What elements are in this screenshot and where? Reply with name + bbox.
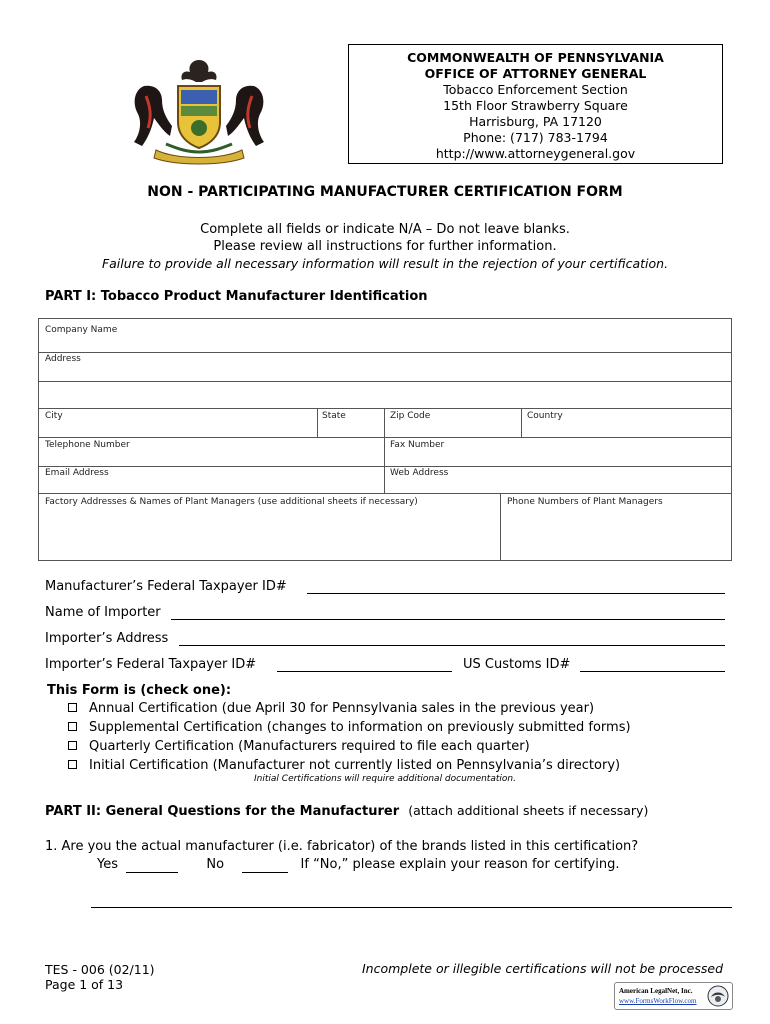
no-label: No xyxy=(206,857,225,872)
checkbox-supplemental[interactable] xyxy=(68,722,77,731)
option-quarterly[interactable] xyxy=(68,739,530,754)
header-line-website: http://www.attorneygeneral.gov xyxy=(435,146,636,161)
checkbox-initial[interactable] xyxy=(68,760,77,769)
importer-taxpayer-id-label: Importer’s Federal Taxpayer ID# xyxy=(45,657,257,672)
explanation-input[interactable] xyxy=(91,907,732,908)
form-code: TES - 006 (02/11) xyxy=(45,962,155,977)
option-supplemental-label: Supplemental Certification (changes to information on previously submitted forms) xyxy=(89,720,631,735)
no-input[interactable] xyxy=(242,857,288,873)
importer-name-input[interactable] xyxy=(171,619,725,620)
question-1: 1. Are you the actual manufacturer (i.e. fabricator) of the brands listed in this certification? xyxy=(45,839,639,854)
part2-title xyxy=(45,803,648,819)
footer-warning: Incomplete or illegible certifications will not be processed xyxy=(362,961,724,976)
checkbox-quarterly[interactable] xyxy=(68,741,77,750)
question-1-answers xyxy=(97,857,619,873)
customs-id-input[interactable] xyxy=(580,671,725,672)
option-quarterly-label: Quarterly Certification (Manufacturers required to file each quarter) xyxy=(89,739,530,754)
checkbox-annual[interactable] xyxy=(68,703,77,712)
vendor-name: American LegalNet, Inc. xyxy=(619,987,693,995)
intro-line-3: Failure to provide all necessary information will result in the rejection of your certification. xyxy=(101,256,669,271)
initial-certification-note: Initial Certifications will require additional documentation. xyxy=(254,774,516,784)
importer-name-label: Name of Importer xyxy=(45,605,161,620)
importer-taxpayer-id-input[interactable] xyxy=(277,671,452,672)
option-annual-label: Annual Certification (due April 30 for Pennsylvania sales in the previous year) xyxy=(89,701,595,716)
header-line-section: Tobacco Enforcement Section xyxy=(443,82,628,97)
form-title: NON - PARTICIPATING MANUFACTURER CERTIFICATION FORM xyxy=(147,184,623,200)
manufacturer-identification-table xyxy=(38,318,732,561)
importer-address-label: Importer’s Address xyxy=(45,631,169,646)
intro-line-2: Please review all instructions for further information. xyxy=(213,239,557,254)
option-annual[interactable] xyxy=(68,701,594,716)
header-line-city: Harrisburg, PA 17120 xyxy=(469,114,602,129)
vendor-badge xyxy=(614,982,733,1010)
yes-label: Yes xyxy=(97,857,118,872)
option-supplemental[interactable] xyxy=(68,720,631,735)
header-line-phone: Phone: (717) 783-1794 xyxy=(463,130,608,145)
intro-line-1: Complete all fields or indicate N/A – Do not leave blanks. xyxy=(200,222,570,237)
header-line-commonwealth: COMMONWEALTH OF PENNSYLVANIA xyxy=(407,50,664,65)
header-line-floor: 15th Floor Strawberry Square xyxy=(443,98,628,113)
email-field[interactable]: Email Address xyxy=(45,468,109,478)
page-number: Page 1 of 13 xyxy=(45,977,124,992)
vendor-link[interactable]: www.FormsWorkFlow.com xyxy=(619,997,697,1005)
country-field[interactable]: Country xyxy=(527,411,563,421)
customs-id-label: US Customs ID# xyxy=(463,657,571,672)
part1-title: PART I: Tobacco Product Manufacturer Identification xyxy=(45,289,428,304)
header-line-office: OFFICE OF ATTORNEY GENERAL xyxy=(424,66,647,81)
state-field[interactable]: State xyxy=(322,411,346,421)
address-field[interactable]: Address xyxy=(45,354,81,364)
fax-field[interactable]: Fax Number xyxy=(390,440,445,450)
manufacturer-taxpayer-id-input[interactable] xyxy=(307,593,725,594)
plant-manager-phones-field[interactable]: Phone Numbers of Plant Managers xyxy=(507,497,663,507)
pennsylvania-seal-icon xyxy=(126,56,272,168)
form-type-title: This Form is (check one): xyxy=(47,683,232,698)
manufacturer-taxpayer-id-label: Manufacturer’s Federal Taxpayer ID# xyxy=(45,579,287,594)
web-address-field[interactable]: Web Address xyxy=(390,468,449,478)
part2-subtitle: (attach additional sheets if necessary) xyxy=(408,803,649,818)
yes-input[interactable] xyxy=(126,857,178,873)
zip-code-field[interactable]: Zip Code xyxy=(390,411,431,421)
telephone-field[interactable]: Telephone Number xyxy=(45,440,130,450)
factory-addresses-field[interactable]: Factory Addresses & Names of Plant Managers (use additional sheets if necessary) xyxy=(45,497,418,507)
explain-label: If “No,” please explain your reason for certifying. xyxy=(300,857,620,872)
part2-title-text: PART II: General Questions for the Manufacturer xyxy=(45,804,400,819)
agency-header-box xyxy=(348,44,723,164)
city-field[interactable]: City xyxy=(45,411,63,421)
option-initial[interactable] xyxy=(68,758,620,773)
option-initial-label: Initial Certification (Manufacturer not currently listed on Pennsylvania’s directory) xyxy=(89,758,621,773)
company-name-field[interactable]: Company Name xyxy=(45,325,118,335)
importer-address-input[interactable] xyxy=(179,645,725,646)
vendor-logo-icon xyxy=(707,985,729,1007)
